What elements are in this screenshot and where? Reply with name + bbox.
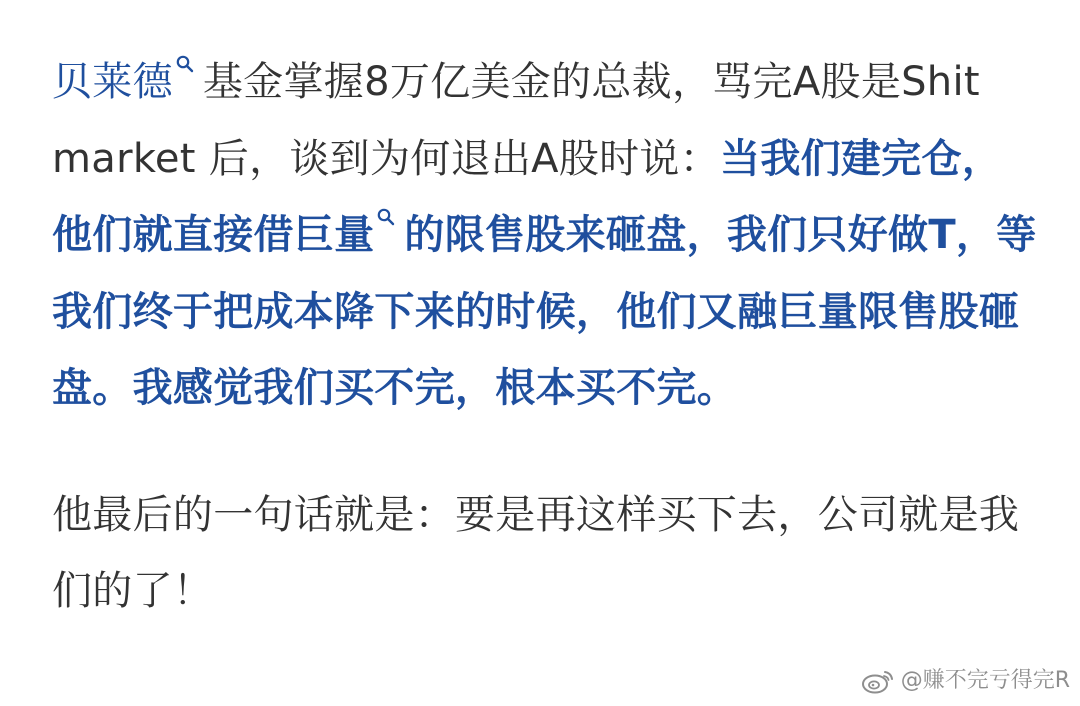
- search-icon: [376, 207, 398, 237]
- paragraph-2: 他最后的一句话就是：要是再这样买下去，公司就是我们的了！: [52, 491, 1020, 614]
- quote-part-1: 当我们建完仓，他们就直接借: [52, 135, 1003, 258]
- paragraph-1-text: 基金掌握8万亿美金的总裁，骂完A股是Shit market 后，谈到为何退出A股时说：: [52, 59, 980, 182]
- weibo-watermark: [861, 666, 1070, 696]
- quote-part-2: 的限售股来砸盘，我们只好做T，等我们终于把成本降下来的时候，他们又融巨量限售股砸盘。我感觉我们买不完，根本买不完。: [52, 212, 1037, 411]
- keyword-link-blackrock[interactable]: [52, 59, 203, 105]
- search-icon: [175, 54, 197, 84]
- article-body: [52, 44, 1037, 630]
- keyword-link-huge-amount[interactable]: [294, 212, 405, 258]
- weibo-icon: [861, 667, 895, 695]
- keyword-link-huge-amount-label: 巨量: [293, 212, 375, 258]
- keyword-link-blackrock-label: 贝莱德: [52, 59, 173, 105]
- paragraph-1: [52, 44, 1037, 427]
- watermark-text: @赚不完亏得完R: [900, 668, 1070, 693]
